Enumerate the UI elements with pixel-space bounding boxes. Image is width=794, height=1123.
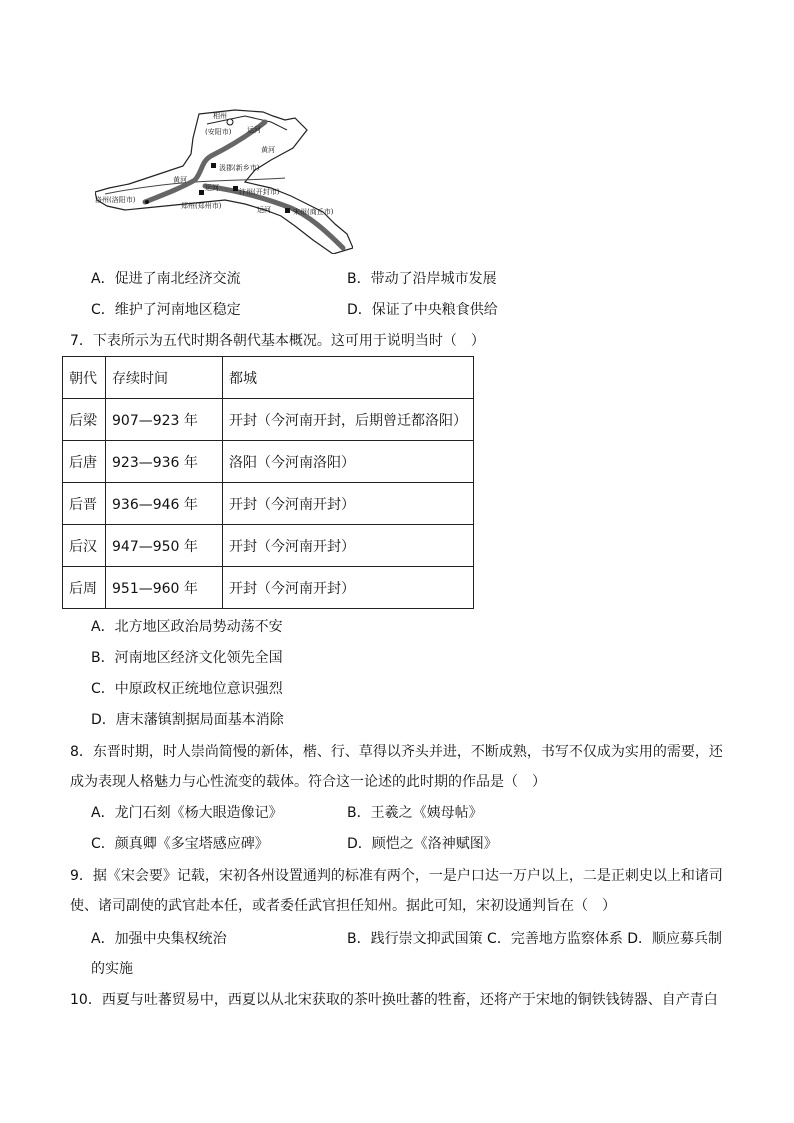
- label-yellow-river-east: 黄河: [261, 146, 275, 154]
- q8-option-d[interactable]: D．顾恺之《洛神赋图》: [347, 836, 498, 852]
- q6-option-c[interactable]: C．维护了河南地区稳定: [91, 302, 241, 318]
- label-yunhe-north: 运河: [247, 126, 261, 134]
- q9-stem-line2: 使、诸司副使的武官赴本任，或者委任武官担任知州。据此可知，宋初设通判旨在（ ）: [70, 898, 616, 914]
- header-capital: 都城: [223, 357, 474, 399]
- table-row: [63, 441, 474, 483]
- label-jijun: 汲郡(新乡市): [219, 164, 260, 172]
- q10-stem-line1: 10．西夏与吐蕃贸易中，西夏以从北宋获取的茶叶换吐蕃的牲畜，还将产于宋地的铜铁钱铸器、自产青白: [70, 992, 718, 1008]
- xiangzhou-marker: [227, 119, 233, 125]
- label-yunhe-mid: 运河: [205, 184, 219, 192]
- label-zhengzhou: 郑州(郑州市): [181, 202, 222, 210]
- label-luozhou: 洛州(洛阳市): [95, 196, 136, 204]
- table-header-row: [63, 357, 474, 399]
- q9-stem-line1: 9．据《宋会要》记载，宋初各州设置通判的标准有两个，一是户口达一万户以上，二是正刺史以上和诸司: [70, 868, 723, 884]
- cell-capital: 开封（今河南开封，后期曾迁都洛阳）: [223, 399, 474, 441]
- q8-option-a[interactable]: A．龙门石刻《杨大眼造像记》: [91, 805, 283, 821]
- jijun-marker: [211, 163, 216, 168]
- q7-option-b[interactable]: B．河南地区经济文化领先全国: [91, 650, 283, 666]
- q7-option-c[interactable]: C．中原政权正统地位意识强烈: [91, 681, 283, 697]
- q6-option-d[interactable]: D．保证了中央粮食供给: [347, 302, 498, 318]
- q8-stem-line1: 8．东晋时期，时人崇尚简慢的新体，楷、行、草得以齐头并进，不断成熟，书写不仅成为实用的需要，还: [70, 744, 723, 760]
- q6-option-a[interactable]: A．促进了南北经济交流: [91, 271, 241, 287]
- q7-option-d[interactable]: D．唐末藩镇割据局面基本消除: [91, 712, 284, 728]
- q6-option-b[interactable]: B．带动了沿岸城市发展: [347, 271, 497, 287]
- cell-dynasty: 后唐: [63, 441, 106, 483]
- canal-map-drawing: [95, 108, 353, 254]
- header-duration: 存续时间: [106, 357, 223, 399]
- header-dynasty: 朝代: [63, 357, 106, 399]
- label-anyang: (安阳市): [205, 128, 232, 136]
- q7-stem: 7．下表所示为五代时期各朝代基本概况。这可用于说明当时（ ）: [70, 333, 485, 349]
- dynasty-table: [62, 356, 474, 609]
- q8-option-b[interactable]: B．王羲之《姨母帖》: [347, 805, 483, 821]
- q9-option-d-continuation: 的实施: [91, 961, 133, 977]
- cell-dynasty: 后梁: [63, 399, 106, 441]
- cell-dynasty: 后汉: [63, 525, 106, 567]
- cell-duration: 947—950 年: [106, 525, 223, 567]
- label-yellow-river-west: 黄河: [173, 176, 187, 184]
- canal-map: [95, 108, 353, 254]
- q8-option-c[interactable]: C．颜真卿《多宝塔感应碑》: [91, 836, 269, 852]
- songzhou-marker: [285, 208, 290, 213]
- label-songzhou: 宋州(商丘市): [293, 208, 334, 216]
- cell-capital: 开封（今河南开封）: [223, 567, 474, 609]
- cell-dynasty: 后周: [63, 567, 106, 609]
- q7-option-a[interactable]: A．北方地区政治局势动荡不安: [91, 619, 283, 635]
- zhengzhou-marker: [199, 190, 204, 195]
- cell-duration: 951—960 年: [106, 567, 223, 609]
- cell-capital: 开封（今河南开封）: [223, 483, 474, 525]
- cell-dynasty: 后晋: [63, 483, 106, 525]
- cell-capital: 开封（今河南开封）: [223, 525, 474, 567]
- luozhou-marker: [145, 200, 149, 204]
- cell-duration: 923—936 年: [106, 441, 223, 483]
- q9-options-bcd[interactable]: B．践行崇文抑武国策 C．完善地方监察体系 D．顺应募兵制: [347, 931, 723, 947]
- cell-duration: 936—946 年: [106, 483, 223, 525]
- table-row: [63, 525, 474, 567]
- table-row: [63, 483, 474, 525]
- bianzhou-marker: [233, 186, 238, 191]
- q9-option-a[interactable]: A．加强中央集权统治: [91, 931, 227, 947]
- label-bianzhou: 汴州(开封市): [239, 188, 280, 196]
- cell-duration: 907—923 年: [106, 399, 223, 441]
- label-xiangzhou: 相州: [213, 112, 227, 120]
- table-row: [63, 567, 474, 609]
- cell-capital: 洛阳（今河南洛阳）: [223, 441, 474, 483]
- label-yunhe-south: 运河: [257, 206, 271, 214]
- q8-stem-line2: 成为表现人格魅力与心性流变的载体。符合这一论述的此时期的作品是（ ）: [70, 774, 546, 790]
- table-row: [63, 399, 474, 441]
